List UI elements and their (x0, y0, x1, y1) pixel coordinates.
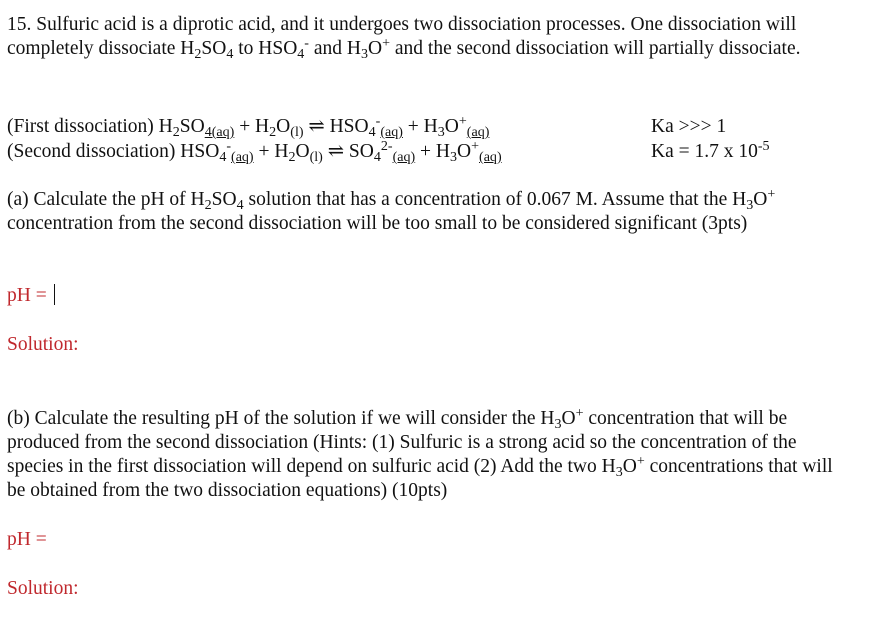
first-dissociation-equation: (First dissociation) $H_2SO_{4(aq)} + H_2O_{(l)}$ ⇌ $HSO_4^-_{(aq)} + H_3O^+_{(aq)}$ (7, 112, 490, 140)
part-b-ph-label: pH = (7, 529, 47, 550)
part-a-solution-label[interactable]: Solution: (7, 334, 79, 355)
question-number: 15. (7, 14, 32, 35)
part-a-prompt: (a) Calculate the pH of $H_2SO_4$ solution that has a concentration of 0.067 M. Assume that the $H_3O^+$ concentration from the second dissociation will be too small to be considered significant (3pts) (7, 185, 776, 234)
part-a-ph-label: pH = (7, 285, 52, 306)
question-intro: 15. Sulfuric acid is a diprotic acid, and it undergoes two dissociation processes. One dissociation will completely dissociate $H_2SO_4$ to $HSO_4^-$ and $H_3O^+$ and the second dissociation will partially dissociate. (7, 14, 801, 62)
text-cursor (54, 284, 55, 305)
part-b-solution-label[interactable]: Solution: (7, 578, 79, 599)
second-ka-value: Ka = 1.7 x $10^{-5}$ (651, 137, 770, 162)
part-a-ph-answer-field[interactable] (7, 284, 55, 308)
part-b-ph-answer-field[interactable] (7, 528, 47, 552)
second-dissociation-equation: (Second dissociation) $HSO_4^-_{(aq)} + H_2O_{(l)}$ ⇌ $SO_4^{2-}_{(aq)} + H_3O^+_{(aq)}$ (7, 137, 502, 165)
first-ka-value: Ka >>> 1 (651, 116, 727, 137)
part-b-prompt: (b) Calculate the resulting pH of the solution if we will consider the $H_3O^+$ concentration that will be produced from the second dissociation (Hints: (1) Sulfuric is a strong acid so the concentration of the species in the first dissociation will depend on sulfuric acid (2) Add the two $H_3O^+$ concentrations that will be obtained from the two dissociation equations) (10pts) (7, 404, 833, 501)
